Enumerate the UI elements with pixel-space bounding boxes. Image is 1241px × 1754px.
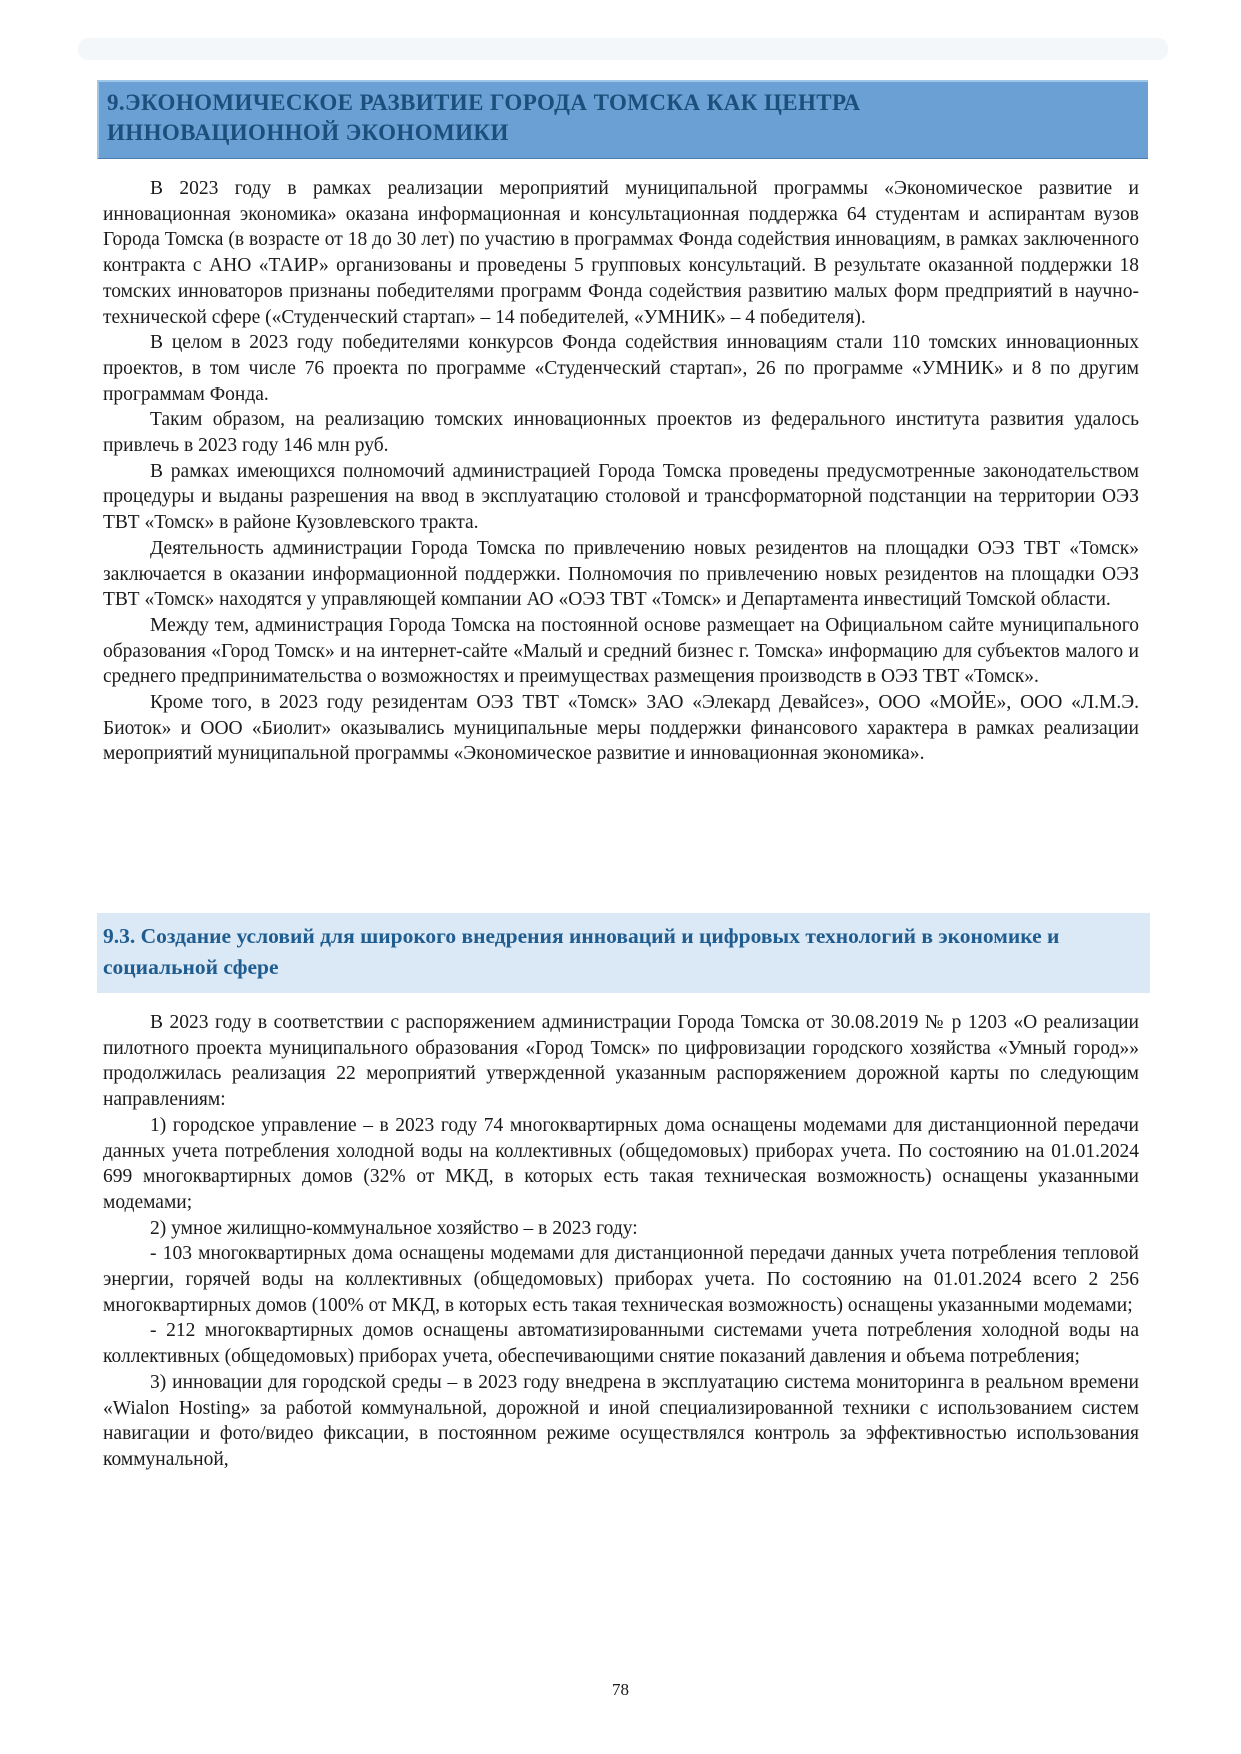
section-1-body — [103, 176, 1139, 767]
paragraph: Кроме того, в 2023 году резидентам ОЭЗ ТВТ «Томск» ЗАО «Элекард Девайсез», ООО «МОЙЕ», ООО «Л.М.Э. Биоток» и ООО «Биолит» оказывались муниципальные меры поддержки финансового характера в рамках реализации мероприятий муниципальной программы «Экономическое развитие и инновационная экономика». — [103, 692, 1139, 765]
paragraph: 3) инновации для городской среды – в 2023 году внедрена в эксплуатацию система мониторинга в реальном времени «Wialon Hosting» за работой коммунальной, дорожной и иной специализированной техники с использованием систем навигации и фото/видео фиксации, в постоянном режиме осуществлялся контроль за эффективностью использования коммунальной, — [103, 1371, 1139, 1470]
chapter-title-line-2: ИННОВАЦИОННОЙ ЭКОНОМИКИ — [107, 120, 509, 145]
chapter-heading-banner — [97, 80, 1148, 159]
paragraph: В целом в 2023 году победителями конкурсов Фонда содействия инновациям стали 110 томских инновационных проектов, в том числе 76 проекта по программе «Студенческий стартап», 26 по программе «УМНИК» и 8 по другим программам Фонда. — [103, 332, 1139, 405]
chapter-title-line-1: 9.ЭКОНОМИЧЕСКОЕ РАЗВИТИЕ ГОРОДА ТОМСКА КАК ЦЕНТРА — [107, 90, 861, 115]
paragraph: В рамках имеющихся полномочий администрацией Города Томска проведены предусмотренные законодательством процедуры и выданы разрешения на ввод в эксплуатацию столовой и трансформаторной подстанции на территории ОЭЗ ТВТ «Томск» в районе Кузовлевского тракта. — [103, 460, 1139, 534]
paragraph: 2) умное жилищно-коммунальное хозяйство – в 2023 году: — [150, 1217, 638, 1239]
section-9-3-title: 9.3. Создание условий для широкого внедрения инноваций и цифровых технологий в экономике и социальной сфере — [103, 924, 1060, 979]
paragraph: В 2023 году в соответствии с распоряжением администрации Города Томска от 30.08.2019 № р 1203 «О реализации пилотного проекта муниципального образования «Город Томск» по цифровизации городского хозяйства «Умный город»» продолжилась реализация 22 мероприятий утвержденной указанным распоряжением дорожной карты по следующим направлениям: — [103, 1012, 1139, 1111]
section-9-3-heading — [97, 913, 1150, 993]
paragraph: - 212 многоквартирных домов оснащены автоматизированными системами учета потребления холодной воды на коллективных (общедомовых) приборах учета, обеспечивающими снятие показаний давления и объема потребления; — [103, 1320, 1139, 1368]
paragraph: В 2023 году в рамках реализации мероприятий муниципальной программы «Экономическое развитие и инновационная экономика» оказана информационная и консультационная поддержка 64 студентам и аспирантам вузов Города Томска (в возрасте от 18 до 30 лет) по участию в программах Фонда содействия инновациям, в рамках заключенного контракта с АНО «ТАИР» организованы и проведены 5 групповых консультаций. В результате оказанной поддержки 18 томских инноваторов признаны победителями программ Фонда содействия развитию малых форм предприятий в научно-технической сфере («Студенческий стартап» – 14 победителей, «УМНИК» – 4 победителя). — [103, 178, 1139, 328]
paragraph: 1) городское управление – в 2023 году 74 многоквартирных дома оснащены модемами для дистанционной передачи данных учета потребления холодной воды на коллективных (общедомовых) приборах учета. По состоянию на 01.01.2024 699 многоквартирных домов (32% от МКД, в которых есть такая техническая возможность) оснащены указанными модемами; — [103, 1114, 1139, 1213]
scan-artifact-strip — [78, 38, 1168, 60]
section-2-body — [103, 1010, 1139, 1473]
paragraph: - 103 многоквартирных дома оснащены модемами для дистанционной передачи данных учета потребления тепловой энергии, горячей воды на коллективных (общедомовых) приборах учета. По состоянию на 01.01.2024 всего 2 256 многоквартирных домов (100% от МКД, в которых есть такая техническая возможность) оснащены указанными модемами; — [103, 1243, 1139, 1316]
paragraph: Деятельность администрации Города Томска по привлечению новых резидентов на площадки ОЭЗ ТВТ «Томск» заключается в оказании информационной поддержки. Полномочия по привлечению новых резидентов на площадки ОЭЗ ТВТ «Томск» находятся у управляющей компании АО «ОЭЗ ТВТ «Томск» и Департамента инвестиций Томской области. — [103, 537, 1139, 611]
page-number: 78 — [612, 1680, 629, 1699]
paragraph: Между тем, администрация Города Томска на постоянной основе размещает на Официальном сайте муниципального образования «Город Томск» и на интернет-сайте «Малый и средний бизнес г. Томска» информацию для субъектов малого и среднего предпринимательства о возможностях и преимуществах размещения производств в ОЭЗ ТВТ «Томск». — [103, 614, 1139, 688]
paragraph: Таким образом, на реализацию томских инновационных проектов из федерального института развития удалось привлечь в 2023 году 146 млн руб. — [103, 409, 1139, 457]
